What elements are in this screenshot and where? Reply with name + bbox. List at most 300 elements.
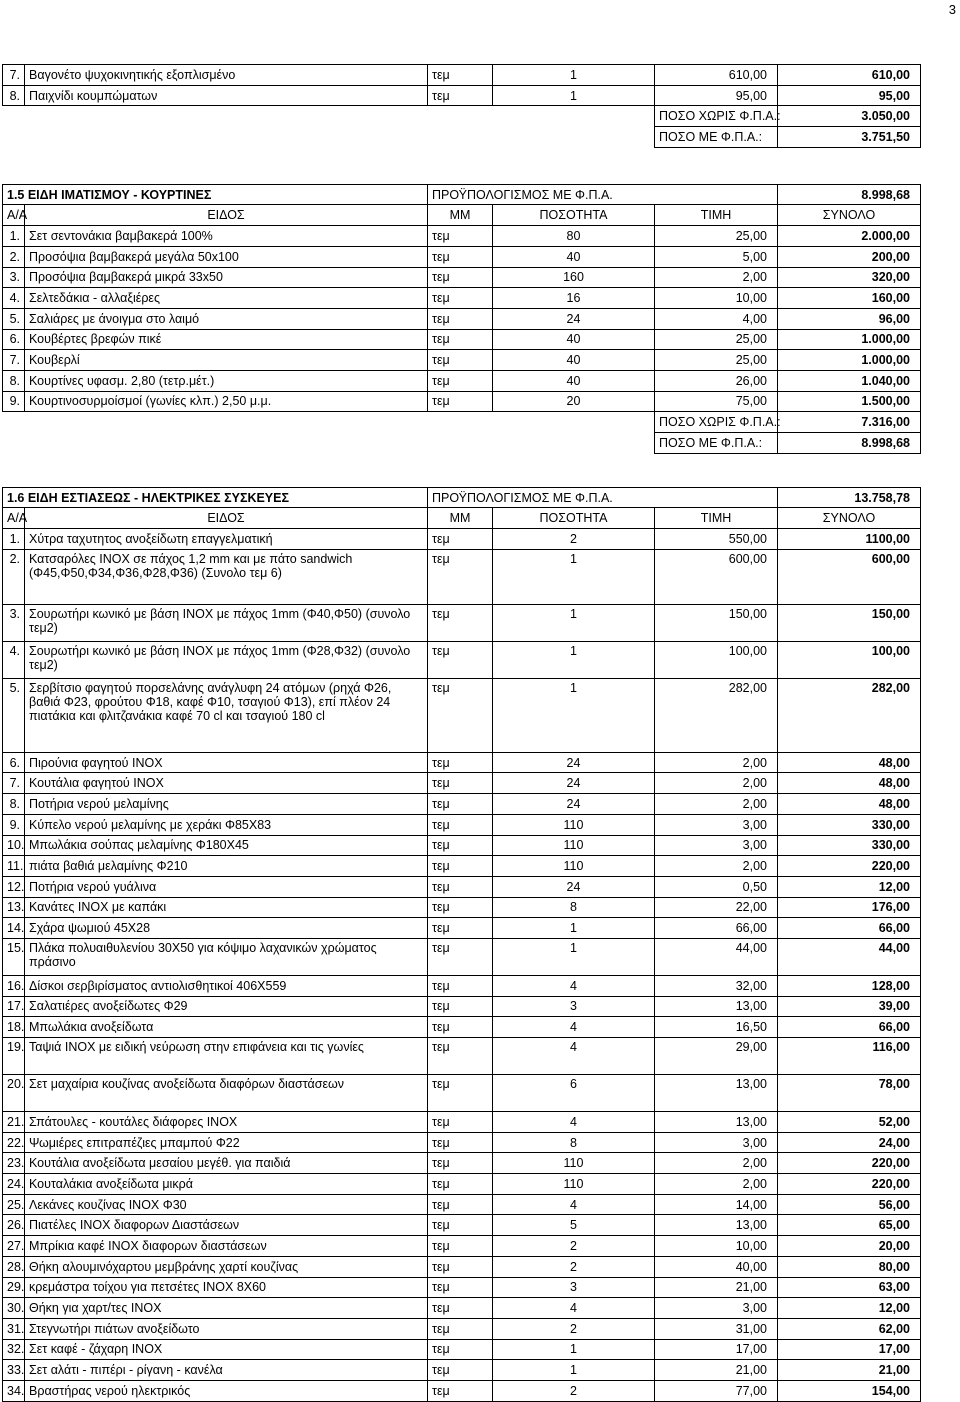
- item-total: 330,00: [778, 835, 921, 856]
- item-description: Βαγονέτο ψυχοκινητικής εξοπλισμένο: [25, 65, 428, 86]
- item-quantity: 110: [493, 1153, 655, 1174]
- item-total: 12,00: [778, 1298, 921, 1319]
- item-unit: τεμ: [428, 1132, 493, 1153]
- table-row: [3, 1174, 921, 1195]
- item-unit: τεμ: [428, 1215, 493, 1236]
- sum-value: 8.998,68: [778, 433, 921, 454]
- item-description: Πιρούνια φαγητού INOX: [25, 752, 428, 773]
- item-price: 31,00: [655, 1318, 778, 1339]
- spacer-row: [3, 147, 921, 184]
- item-number: 15.: [3, 938, 25, 975]
- item-number: 3.: [3, 604, 25, 641]
- item-description: Κουτάλια φαγητού INOX: [25, 773, 428, 794]
- blank: [3, 127, 655, 148]
- table-row: [3, 288, 921, 309]
- item-total: 80,00: [778, 1256, 921, 1277]
- table-row: [3, 1194, 921, 1215]
- item-number: 29.: [3, 1277, 25, 1298]
- item-description: Θήκη αλουμινόχαρτου μεμβράνης χαρτί κουζίνας: [25, 1256, 428, 1277]
- item-total: 2.000,00: [778, 226, 921, 247]
- item-price: 22,00: [655, 897, 778, 918]
- item-unit: τεμ: [428, 308, 493, 329]
- item-total: 320,00: [778, 267, 921, 288]
- item-quantity: 24: [493, 876, 655, 897]
- item-description: Προσόψια βαμβακερά μικρά 33x50: [25, 267, 428, 288]
- item-description: Προσόψια βαμβακερά μεγάλα 50x100: [25, 246, 428, 267]
- item-unit: τεμ: [428, 1277, 493, 1298]
- item-price: 95,00: [655, 85, 778, 106]
- item-total: 44,00: [778, 938, 921, 975]
- item-description: Κανάτες INOX με καπάκι: [25, 897, 428, 918]
- item-number: 17.: [3, 996, 25, 1017]
- item-number: 2.: [3, 549, 25, 604]
- item-quantity: 1: [493, 65, 655, 86]
- item-price: 3,00: [655, 814, 778, 835]
- spacer-row: [3, 453, 921, 487]
- item-quantity: 6: [493, 1075, 655, 1112]
- item-total: 52,00: [778, 1112, 921, 1133]
- item-description: Σαλιάρες με άνοιγμα στο λαιμό: [25, 308, 428, 329]
- item-description: Σχάρα ψωμιού 45Χ28: [25, 918, 428, 939]
- sum-label: ΠΟΣΟ ΜΕ Φ.Π.Α.:: [655, 127, 778, 148]
- item-number: 10.: [3, 835, 25, 856]
- item-price: 282,00: [655, 678, 778, 752]
- item-quantity: 24: [493, 773, 655, 794]
- item-unit: τεμ: [428, 897, 493, 918]
- item-quantity: 1: [493, 604, 655, 641]
- table-row: [3, 350, 921, 371]
- item-unit: τεμ: [428, 549, 493, 604]
- item-description: Στεγνωτήρι πιάτων ανοξείδωτο: [25, 1318, 428, 1339]
- item-total: 220,00: [778, 1174, 921, 1195]
- item-price: 10,00: [655, 288, 778, 309]
- item-quantity: 20: [493, 391, 655, 412]
- table-row: [3, 1339, 921, 1360]
- header-item: ΕΙΔΟΣ: [25, 508, 428, 529]
- item-total: 66,00: [778, 918, 921, 939]
- item-price: 3,00: [655, 835, 778, 856]
- item-quantity: 40: [493, 370, 655, 391]
- item-total: 96,00: [778, 308, 921, 329]
- item-unit: τεμ: [428, 604, 493, 641]
- item-number: 7.: [3, 773, 25, 794]
- table-row: [3, 918, 921, 939]
- header-qty: ΠΟΣΟΤΗΤΑ: [493, 205, 655, 226]
- item-number: 33.: [3, 1360, 25, 1381]
- item-total: 116,00: [778, 1038, 921, 1075]
- budget-label: ΠΡΟΫΠΟΛΟΓΙΣΜΟΣ ΜΕ Φ.Π.Α.: [428, 487, 778, 508]
- table-row: [3, 814, 921, 835]
- item-price: 2,00: [655, 773, 778, 794]
- table-row: [3, 391, 921, 412]
- sum-value: 3.050,00: [778, 106, 921, 127]
- spacer: [3, 453, 921, 487]
- item-total: 65,00: [778, 1215, 921, 1236]
- item-number: 8.: [3, 85, 25, 106]
- item-unit: τεμ: [428, 876, 493, 897]
- header-aa: Α/Α: [3, 205, 25, 226]
- item-number: 6.: [3, 752, 25, 773]
- item-quantity: 2: [493, 1380, 655, 1401]
- table-row: [3, 938, 921, 975]
- item-quantity: 40: [493, 350, 655, 371]
- table-row: [3, 876, 921, 897]
- item-price: 2,00: [655, 1174, 778, 1195]
- sum-row: [3, 433, 921, 454]
- item-quantity: 1: [493, 641, 655, 678]
- item-description: Πιατέλες INOX διαφορων Διαστάσεων: [25, 1215, 428, 1236]
- item-total: 154,00: [778, 1380, 921, 1401]
- item-price: 17,00: [655, 1339, 778, 1360]
- item-number: 27.: [3, 1236, 25, 1257]
- item-total: 128,00: [778, 975, 921, 996]
- item-quantity: 110: [493, 835, 655, 856]
- item-quantity: 2: [493, 1318, 655, 1339]
- table-row: [3, 549, 921, 604]
- item-description: Κουταλάκια ανοξείδωτα μικρά: [25, 1174, 428, 1195]
- item-unit: τεμ: [428, 1339, 493, 1360]
- budget-value: 8.998,68: [778, 184, 921, 205]
- item-description: Κουρτίνες υφασμ. 2,80 (τετρ.μέτ.): [25, 370, 428, 391]
- item-quantity: 110: [493, 814, 655, 835]
- item-unit: τεμ: [428, 1380, 493, 1401]
- item-unit: τεμ: [428, 1038, 493, 1075]
- item-total: 1.500,00: [778, 391, 921, 412]
- item-description: Θήκη για χαρτ/τες INOX: [25, 1298, 428, 1319]
- item-unit: τεμ: [428, 1017, 493, 1038]
- item-total: 62,00: [778, 1318, 921, 1339]
- sum-value: 7.316,00: [778, 412, 921, 433]
- table-row: [3, 267, 921, 288]
- item-total: 176,00: [778, 897, 921, 918]
- table-row: [3, 835, 921, 856]
- item-quantity: 1: [493, 1339, 655, 1360]
- table-row: [3, 1380, 921, 1401]
- header-unit: ΜΜ: [428, 205, 493, 226]
- item-number: 9.: [3, 814, 25, 835]
- item-number: 24.: [3, 1174, 25, 1195]
- item-unit: τεμ: [428, 918, 493, 939]
- table-row: [3, 1017, 921, 1038]
- item-description: Σετ αλάτι - πιπέρι - ρίγανη - κανέλα: [25, 1360, 428, 1381]
- header-price: ΤΙΜΗ: [655, 508, 778, 529]
- sum-label: ΠΟΣΟ ΜΕ Φ.Π.Α.:: [655, 433, 778, 454]
- item-price: 2,00: [655, 267, 778, 288]
- item-price: 2,00: [655, 1153, 778, 1174]
- item-total: 95,00: [778, 85, 921, 106]
- sum-row: [3, 127, 921, 148]
- blank: [3, 106, 655, 127]
- item-number: 30.: [3, 1298, 25, 1319]
- item-unit: τεμ: [428, 752, 493, 773]
- item-price: 2,00: [655, 856, 778, 877]
- item-quantity: 40: [493, 246, 655, 267]
- item-description: Κατσαρόλες INOX σε πάχος 1,2 mm και με πάτο sandwich (Φ45,Φ50,Φ34,Φ36,Φ28,Φ36) (Συνολο τεμ 6): [25, 549, 428, 604]
- item-quantity: 24: [493, 752, 655, 773]
- item-number: 5.: [3, 308, 25, 329]
- item-quantity: 3: [493, 996, 655, 1017]
- item-number: 32.: [3, 1339, 25, 1360]
- item-description: Ψωμιέρες επιτραπέζιες μπαμπού Φ22: [25, 1132, 428, 1153]
- spacer: [3, 147, 921, 184]
- item-description: Πλάκα πολυαιθυλενίου 30Χ50 για κόψιμο λαχανικών χρώματος πράσινο: [25, 938, 428, 975]
- item-price: 21,00: [655, 1277, 778, 1298]
- sum-label: ΠΟΣΟ ΧΩΡΙΣ Φ.Π.Α.:: [655, 106, 778, 127]
- sum-row: [3, 106, 921, 127]
- item-total: 610,00: [778, 65, 921, 86]
- item-unit: τεμ: [428, 794, 493, 815]
- item-quantity: 80: [493, 226, 655, 247]
- table-row: [3, 996, 921, 1017]
- item-quantity: 1: [493, 549, 655, 604]
- item-number: 34.: [3, 1380, 25, 1401]
- item-price: 13,00: [655, 996, 778, 1017]
- item-price: 21,00: [655, 1360, 778, 1381]
- section-header: [3, 487, 921, 508]
- table-row: [3, 226, 921, 247]
- item-total: 66,00: [778, 1017, 921, 1038]
- item-description: Σετ μαχαίρια κουζίνας ανοξείδωτα διαφόρων διαστάσεων: [25, 1075, 428, 1112]
- item-unit: τεμ: [428, 1236, 493, 1257]
- item-unit: τεμ: [428, 267, 493, 288]
- item-unit: τεμ: [428, 996, 493, 1017]
- item-unit: τεμ: [428, 391, 493, 412]
- item-description: Χύτρα ταχυτητος ανοξείδωτη επαγγελματική: [25, 529, 428, 550]
- sum-value: 3.751,50: [778, 127, 921, 148]
- item-total: 330,00: [778, 814, 921, 835]
- item-price: 25,00: [655, 226, 778, 247]
- item-price: 550,00: [655, 529, 778, 550]
- item-total: 100,00: [778, 641, 921, 678]
- table-row: [3, 1277, 921, 1298]
- item-price: 13,00: [655, 1075, 778, 1112]
- table-row: [3, 1112, 921, 1133]
- column-header-row: [3, 205, 921, 226]
- item-total: 150,00: [778, 604, 921, 641]
- item-unit: τεμ: [428, 1194, 493, 1215]
- item-total: 160,00: [778, 288, 921, 309]
- table-row: [3, 65, 921, 86]
- item-quantity: 1: [493, 85, 655, 106]
- header-qty: ΠΟΣΟΤΗΤΑ: [493, 508, 655, 529]
- item-total: 48,00: [778, 794, 921, 815]
- item-number: 28.: [3, 1256, 25, 1277]
- item-description: Ποτήρια νερού μελαμίνης: [25, 794, 428, 815]
- item-description: Κουρτινοσυρμοίσμοί (γωνίες κλπ.) 2,50 μ.μ.: [25, 391, 428, 412]
- item-unit: τεμ: [428, 773, 493, 794]
- item-total: 78,00: [778, 1075, 921, 1112]
- table-row: [3, 1236, 921, 1257]
- item-unit: τεμ: [428, 288, 493, 309]
- item-price: 26,00: [655, 370, 778, 391]
- item-quantity: 1: [493, 1360, 655, 1381]
- item-total: 220,00: [778, 1153, 921, 1174]
- item-number: 9.: [3, 391, 25, 412]
- item-total: 1.000,00: [778, 350, 921, 371]
- table-row: [3, 370, 921, 391]
- item-quantity: 24: [493, 794, 655, 815]
- item-number: 23.: [3, 1153, 25, 1174]
- table-row: [3, 1132, 921, 1153]
- item-unit: τεμ: [428, 529, 493, 550]
- table-row: [3, 1215, 921, 1236]
- table-row: [3, 752, 921, 773]
- table-row: [3, 1318, 921, 1339]
- item-price: 77,00: [655, 1380, 778, 1401]
- item-quantity: 4: [493, 1298, 655, 1319]
- item-number: 14.: [3, 918, 25, 939]
- item-description: Λεκάνες κουζίνας INOX Φ30: [25, 1194, 428, 1215]
- budget-label: ΠΡΟΫΠΟΛΟΓΙΣΜΟΣ ΜΕ Φ.Π.Α.: [428, 184, 778, 205]
- table-row: [3, 308, 921, 329]
- table-row: [3, 1075, 921, 1112]
- item-price: 25,00: [655, 329, 778, 350]
- item-description: Παιχνίδι κουμπώματων: [25, 85, 428, 106]
- item-quantity: 3: [493, 1277, 655, 1298]
- item-price: 4,00: [655, 308, 778, 329]
- header-item: ΕΙΔΟΣ: [25, 205, 428, 226]
- item-description: Μπωλάκια ανοξείδωτα: [25, 1017, 428, 1038]
- item-price: 10,00: [655, 1236, 778, 1257]
- item-unit: τεμ: [428, 370, 493, 391]
- item-number: 26.: [3, 1215, 25, 1236]
- item-unit: τεμ: [428, 85, 493, 106]
- item-quantity: 1: [493, 938, 655, 975]
- item-quantity: 2: [493, 529, 655, 550]
- item-quantity: 8: [493, 1132, 655, 1153]
- column-header-row: [3, 508, 921, 529]
- section-title: 1.6 ΕΙΔΗ ΕΣΤΙΑΣΕΩΣ - ΗΛΕΚΤΡΙΚΕΣ ΣΥΣΚΕΥΕΣ: [3, 487, 428, 508]
- table-row: [3, 897, 921, 918]
- item-quantity: 8: [493, 897, 655, 918]
- item-number: 1.: [3, 529, 25, 550]
- item-unit: τεμ: [428, 938, 493, 975]
- item-description: Μπωλάκια σούπας μελαμίνης Φ180Χ45: [25, 835, 428, 856]
- item-unit: τεμ: [428, 1298, 493, 1319]
- item-price: 29,00: [655, 1038, 778, 1075]
- table-row: [3, 794, 921, 815]
- item-price: 32,00: [655, 975, 778, 996]
- item-price: 2,00: [655, 752, 778, 773]
- table-row: [3, 1298, 921, 1319]
- item-number: 3.: [3, 267, 25, 288]
- item-number: 4.: [3, 288, 25, 309]
- table-row: [3, 1153, 921, 1174]
- item-unit: τεμ: [428, 1360, 493, 1381]
- item-unit: τεμ: [428, 835, 493, 856]
- item-number: 1.: [3, 226, 25, 247]
- item-price: 3,00: [655, 1298, 778, 1319]
- item-price: 66,00: [655, 918, 778, 939]
- header-price: ΤΙΜΗ: [655, 205, 778, 226]
- table-row: [3, 1256, 921, 1277]
- item-description: Σετ σεντονάκια βαμβακερά 100%: [25, 226, 428, 247]
- item-price: 13,00: [655, 1215, 778, 1236]
- item-number: 8.: [3, 794, 25, 815]
- item-number: 11.: [3, 856, 25, 877]
- item-total: 21,00: [778, 1360, 921, 1381]
- item-number: 7.: [3, 65, 25, 86]
- item-unit: τεμ: [428, 1153, 493, 1174]
- item-total: 220,00: [778, 856, 921, 877]
- item-price: 150,00: [655, 604, 778, 641]
- item-unit: τεμ: [428, 641, 493, 678]
- table-row: [3, 529, 921, 550]
- item-total: 1.040,00: [778, 370, 921, 391]
- item-number: 25.: [3, 1194, 25, 1215]
- item-number: 18.: [3, 1017, 25, 1038]
- item-description: κρεμάστρα τοίχου για πετσέτες INOX 8Χ60: [25, 1277, 428, 1298]
- item-quantity: 4: [493, 1038, 655, 1075]
- item-description: Ταψιά INOX με ειδική νεύρωση στην επιφάνεια και τις γωνίες: [25, 1038, 428, 1075]
- item-quantity: 110: [493, 1174, 655, 1195]
- item-quantity: 110: [493, 856, 655, 877]
- item-total: 24,00: [778, 1132, 921, 1153]
- header-total: ΣΥΝΟΛΟ: [778, 508, 921, 529]
- table-row: [3, 678, 921, 752]
- item-number: 2.: [3, 246, 25, 267]
- item-description: Σπάτουλες - κουτάλες διάφορες INOX: [25, 1112, 428, 1133]
- item-number: 22.: [3, 1132, 25, 1153]
- table-row: [3, 604, 921, 641]
- item-quantity: 1: [493, 918, 655, 939]
- item-total: 56,00: [778, 1194, 921, 1215]
- item-description: Σελτεδάκια - αλλαξιέρες: [25, 288, 428, 309]
- item-description: Δίσκοι σερβιρίσματος αντιολισθητικοί 406Χ559: [25, 975, 428, 996]
- item-description: Κύπελο νερού μελαμίνης με χεράκι Φ85Χ83: [25, 814, 428, 835]
- table-row: [3, 1360, 921, 1381]
- item-description: Σουρωτήρι κωνικό με βάση INOX με πάχος 1mm (Φ40,Φ50) (συνολο τεμ2): [25, 604, 428, 641]
- item-number: 6.: [3, 329, 25, 350]
- sum-row: [3, 412, 921, 433]
- item-unit: τεμ: [428, 1256, 493, 1277]
- item-unit: τεμ: [428, 814, 493, 835]
- item-price: 100,00: [655, 641, 778, 678]
- header-total: ΣΥΝΟΛΟ: [778, 205, 921, 226]
- item-unit: τεμ: [428, 1075, 493, 1112]
- item-total: 1.000,00: [778, 329, 921, 350]
- item-price: 5,00: [655, 246, 778, 267]
- table-row: [3, 329, 921, 350]
- table-row: [3, 246, 921, 267]
- item-unit: τεμ: [428, 246, 493, 267]
- item-description: Σερβίτσιο φαγητού πορσελάνης ανάγλυφη 24 ατόμων (ρηχά Φ26, βαθιά Φ23, φρούτου Φ18, καφέ Φ10, τσαγιού Φ13), επί πλέον 24 πιατάκια και φλιτζανάκια καφέ 70 cl και τσαγιού 180 cl: [25, 678, 428, 752]
- item-description: Βραστήρας νερού ηλεκτρικός: [25, 1380, 428, 1401]
- item-number: 31.: [3, 1318, 25, 1339]
- item-number: 16.: [3, 975, 25, 996]
- item-number: 12.: [3, 876, 25, 897]
- item-total: 20,00: [778, 1236, 921, 1257]
- item-price: 610,00: [655, 65, 778, 86]
- item-price: 600,00: [655, 549, 778, 604]
- section-header: [3, 184, 921, 205]
- item-quantity: 160: [493, 267, 655, 288]
- item-description: πιάτα βαθιά μελαμίνης Φ210: [25, 856, 428, 877]
- item-description: Μπρίκια καφέ INOX διαφορων διαστάσεων: [25, 1236, 428, 1257]
- item-total: 200,00: [778, 246, 921, 267]
- sum-label: ΠΟΣΟ ΧΩΡΙΣ Φ.Π.Α.:: [655, 412, 778, 433]
- item-price: 13,00: [655, 1112, 778, 1133]
- item-description: Σετ καφέ - ζάχαρη INOX: [25, 1339, 428, 1360]
- price-table: [2, 64, 921, 1402]
- item-number: 13.: [3, 897, 25, 918]
- item-number: 4.: [3, 641, 25, 678]
- item-unit: τεμ: [428, 1318, 493, 1339]
- item-quantity: 4: [493, 1017, 655, 1038]
- item-unit: τεμ: [428, 1112, 493, 1133]
- item-unit: τεμ: [428, 350, 493, 371]
- item-total: 1100,00: [778, 529, 921, 550]
